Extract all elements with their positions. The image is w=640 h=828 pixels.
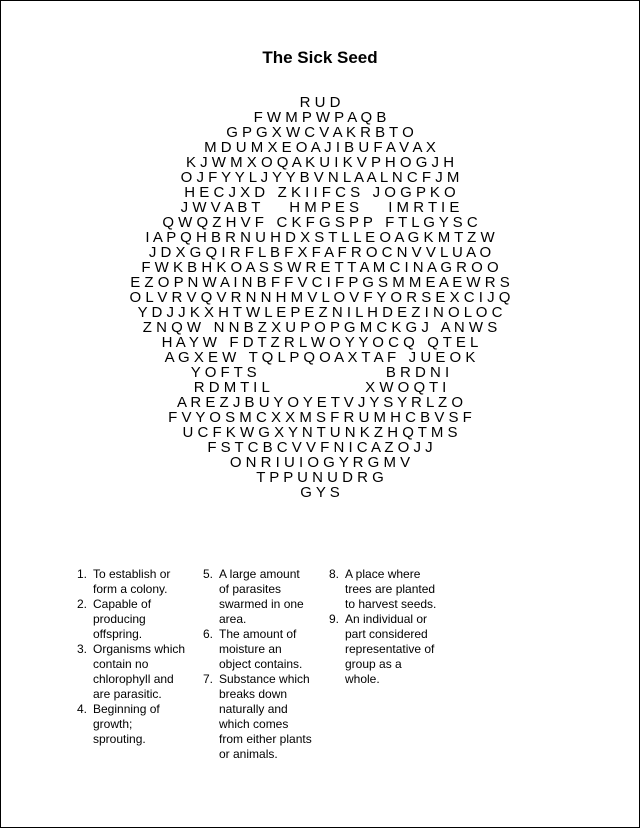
clue-number: 5. — [203, 567, 214, 581]
puzzle-row: E Z O P N W A I N B F F V C I F P G S M M E A E W R S — [130, 274, 510, 291]
clue-item — [203, 672, 313, 762]
puzzle-row: T P P U N U D R G — [256, 469, 384, 486]
clue-number: 9. — [329, 612, 340, 626]
puzzle-row: O N R I U I O G Y R G M V — [229, 454, 411, 471]
clue-text: An individual or part considered representative of group as a whole. — [345, 612, 435, 686]
clue-number: 6. — [203, 627, 214, 641]
puzzle-row: R U D — [299, 94, 341, 111]
puzzle-row: G P G X W C V A K R B T O — [226, 124, 414, 141]
puzzle-row: J D X G Q I R F L B F X F A F R O C N V V L U A O — [148, 244, 492, 261]
puzzle-row: A R E Z J B U Y O Y E T V J Y S Y R L Z O — [177, 394, 463, 411]
puzzle-row: F W K B H K O A S S W R E T T A M C I N A G R O O — [141, 259, 499, 276]
clues-column-1 — [77, 567, 187, 747]
clue-number: 2. — [77, 597, 88, 611]
clue-item — [203, 567, 313, 627]
clue-text: A large amount of parasites swarmed in one area. — [219, 567, 304, 626]
clue-item — [77, 567, 187, 597]
clue-item — [77, 642, 187, 702]
clues-column-2 — [203, 567, 313, 762]
puzzle-row: F W M P W P A Q B — [253, 109, 387, 126]
puzzle-row: R D M T I L X W O Q T I — [193, 379, 447, 396]
clue-item — [203, 627, 313, 672]
puzzle-row: O J F Y Y L J Y Y B V N L A A L N C F J M — [180, 169, 460, 186]
puzzle-row: M D U M X E O A J I B U F A V A X — [204, 139, 436, 156]
puzzle-row: J W V A B T H M P E S I M R T I E — [180, 199, 460, 216]
puzzle-row: U C F K W G X Y N T U N K Z H Q T M S — [182, 424, 458, 441]
puzzle-title: The Sick Seed — [262, 48, 378, 67]
puzzle-row: Y D J J K X H T W L E P E Z N I L H D E Z I N O L O C — [137, 304, 503, 321]
puzzle-row: G Y S — [300, 484, 340, 501]
puzzle-row: Q W Q Z H V F C K F G S P P F T L G Y S C — [162, 214, 478, 231]
clue-text: Beginning of growth; sprouting. — [93, 702, 160, 746]
clue-text: Substance which breaks down naturally and which comes from either plants or animals. — [219, 672, 312, 761]
puzzle-row: Y O F T S B R D N I — [190, 364, 450, 381]
puzzle-row: F V Y O S M C X X M S F R U M H C B V S F — [168, 409, 472, 426]
clue-text: Capable of producing offspring. — [93, 597, 152, 641]
clue-text: Organisms which contain no chlorophyll and are parasitic. — [93, 642, 186, 701]
puzzle-row: F S T C B C V V F N I C A Z O J J — [207, 439, 433, 456]
puzzle-row: H A Y W F D T Z R L W O Y Y O C Q Q T E L — [161, 334, 479, 351]
puzzle-row: O L V R V Q V R N N H M V L O V F Y O R S E X C I J Q — [129, 289, 511, 306]
clue-item — [329, 567, 439, 612]
clue-item — [77, 597, 187, 642]
puzzle-row: A G X E W T Q L P Q O A X T A F J U E O K — [164, 349, 476, 366]
puzzle-row: H E C J X D Z K I I F C S J O G P K O — [184, 184, 456, 201]
puzzle-row: Z N Q W N N B Z X U P O P G M C K G J A N W S — [142, 319, 498, 336]
clue-number: 4. — [77, 702, 88, 716]
clue-text: The amount of moisture an object contains. — [219, 627, 303, 671]
puzzle-row: K J W M X O Q A K U I K V P H O G J H — [185, 154, 455, 171]
clue-number: 3. — [77, 642, 88, 656]
clue-text: A place where trees are planted to harvest seeds. — [345, 567, 437, 611]
clue-item — [329, 612, 439, 687]
clue-number: 7. — [203, 672, 214, 686]
clues-column-3 — [329, 567, 439, 687]
puzzle-row: I A P Q H B R N U H D X S T L L E O A G K M T Z W — [145, 229, 495, 246]
clue-number: 8. — [329, 567, 340, 581]
clue-text: To establish or form a colony. — [93, 567, 171, 596]
clue-item — [77, 702, 187, 747]
clue-number: 1. — [77, 567, 88, 581]
